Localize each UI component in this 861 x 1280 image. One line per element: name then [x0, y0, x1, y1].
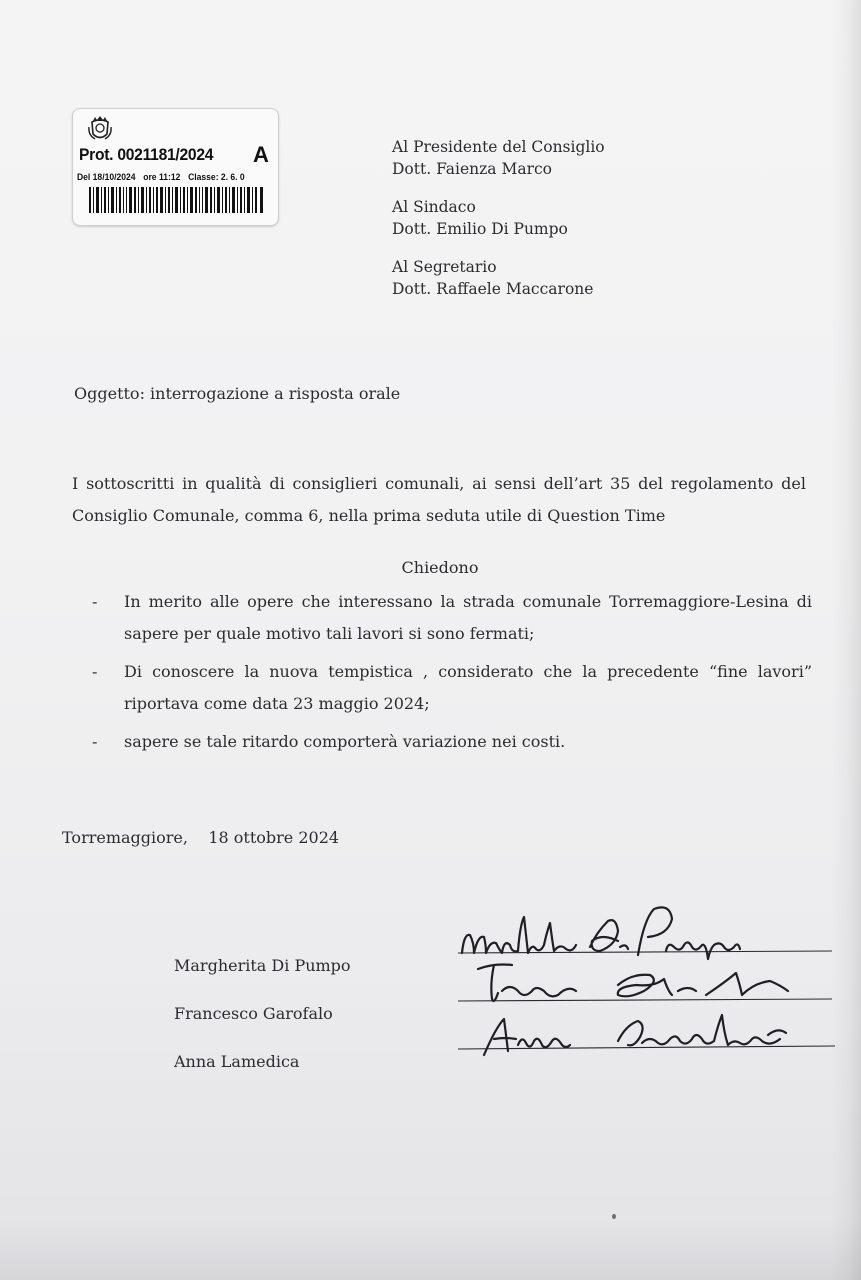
- municipal-emblem-icon: [85, 113, 115, 143]
- signer-name: Francesco Garofalo: [174, 1004, 333, 1023]
- subject-line: Oggetto: interrogazione a risposta orale: [74, 384, 401, 403]
- protocol-stamp: [72, 108, 279, 226]
- signature-anna-lamedica: [484, 1015, 786, 1055]
- signer-name: Margherita Di Pumpo: [174, 956, 351, 975]
- body-paragraph: I sottoscritti in qualità di consiglieri comunali, ai sensi dell’art 35 del regolamento del Consiglio Comunale, comma 6, nella prima seduta utile di Question Time: [72, 474, 806, 525]
- protocol-time: ore 11:12: [143, 172, 181, 183]
- request-heading: Chiedono: [401, 558, 479, 577]
- recipient-mayor: [392, 196, 605, 240]
- recipient-president: [392, 136, 605, 180]
- signer-name: Anna Lamedica: [174, 1052, 300, 1071]
- list-item: [92, 726, 812, 758]
- list-item-text: Di conoscere la nuova tempistica , considerato che la precedente “fine lavori” riportava come data 23 maggio 2024;: [124, 662, 812, 713]
- paper-speck: [612, 1214, 616, 1219]
- list-item: [92, 656, 812, 720]
- list-item-text: In merito alle opere che interessano la strada comunale Torremaggiore-Lesina di sapere per quale motivo tali lavori si sono fermati;: [124, 592, 812, 643]
- recipient-title: Al Sindaco: [392, 198, 476, 216]
- list-item-text: sapere se tale ritardo comporterà variazione nei costi.: [124, 732, 566, 751]
- protocol-details: [77, 172, 250, 183]
- protocol-number: Prot. 0021181/2024: [79, 145, 214, 164]
- request-list: [92, 586, 812, 764]
- recipient-secretary: [392, 256, 605, 300]
- paper-bottom-shade: [0, 1220, 861, 1280]
- barcode-icon: [89, 187, 263, 213]
- place-and-date: [62, 828, 339, 847]
- recipient-name: Dott. Faienza Marco: [392, 160, 552, 178]
- date: 18 ottobre 2024: [208, 828, 340, 847]
- recipient-name: Dott. Emilio Di Pumpo: [392, 220, 568, 238]
- recipient-title: Al Presidente del Consiglio: [392, 138, 605, 156]
- list-item: [92, 586, 812, 650]
- paper-shadow: [831, 0, 861, 1280]
- list-bullet: -: [92, 662, 98, 681]
- signature-line: [458, 999, 832, 1001]
- signature-area: [440, 895, 840, 1065]
- recipients-block: [392, 136, 605, 316]
- signature-francesco-garofalo: [478, 965, 788, 1002]
- protocol-date: Del 18/10/2024: [77, 172, 136, 183]
- recipient-title: Al Segretario: [392, 258, 497, 276]
- list-bullet: -: [92, 732, 98, 751]
- signers-list: [174, 942, 351, 1086]
- list-bullet: -: [92, 592, 98, 611]
- protocol-category: A: [253, 142, 269, 167]
- protocol-class: Classe: 2. 6. 0: [188, 172, 245, 183]
- recipient-name: Dott. Raffaele Maccarone: [392, 280, 594, 298]
- signature-line: [458, 1046, 835, 1049]
- place: Torremaggiore,: [62, 828, 188, 847]
